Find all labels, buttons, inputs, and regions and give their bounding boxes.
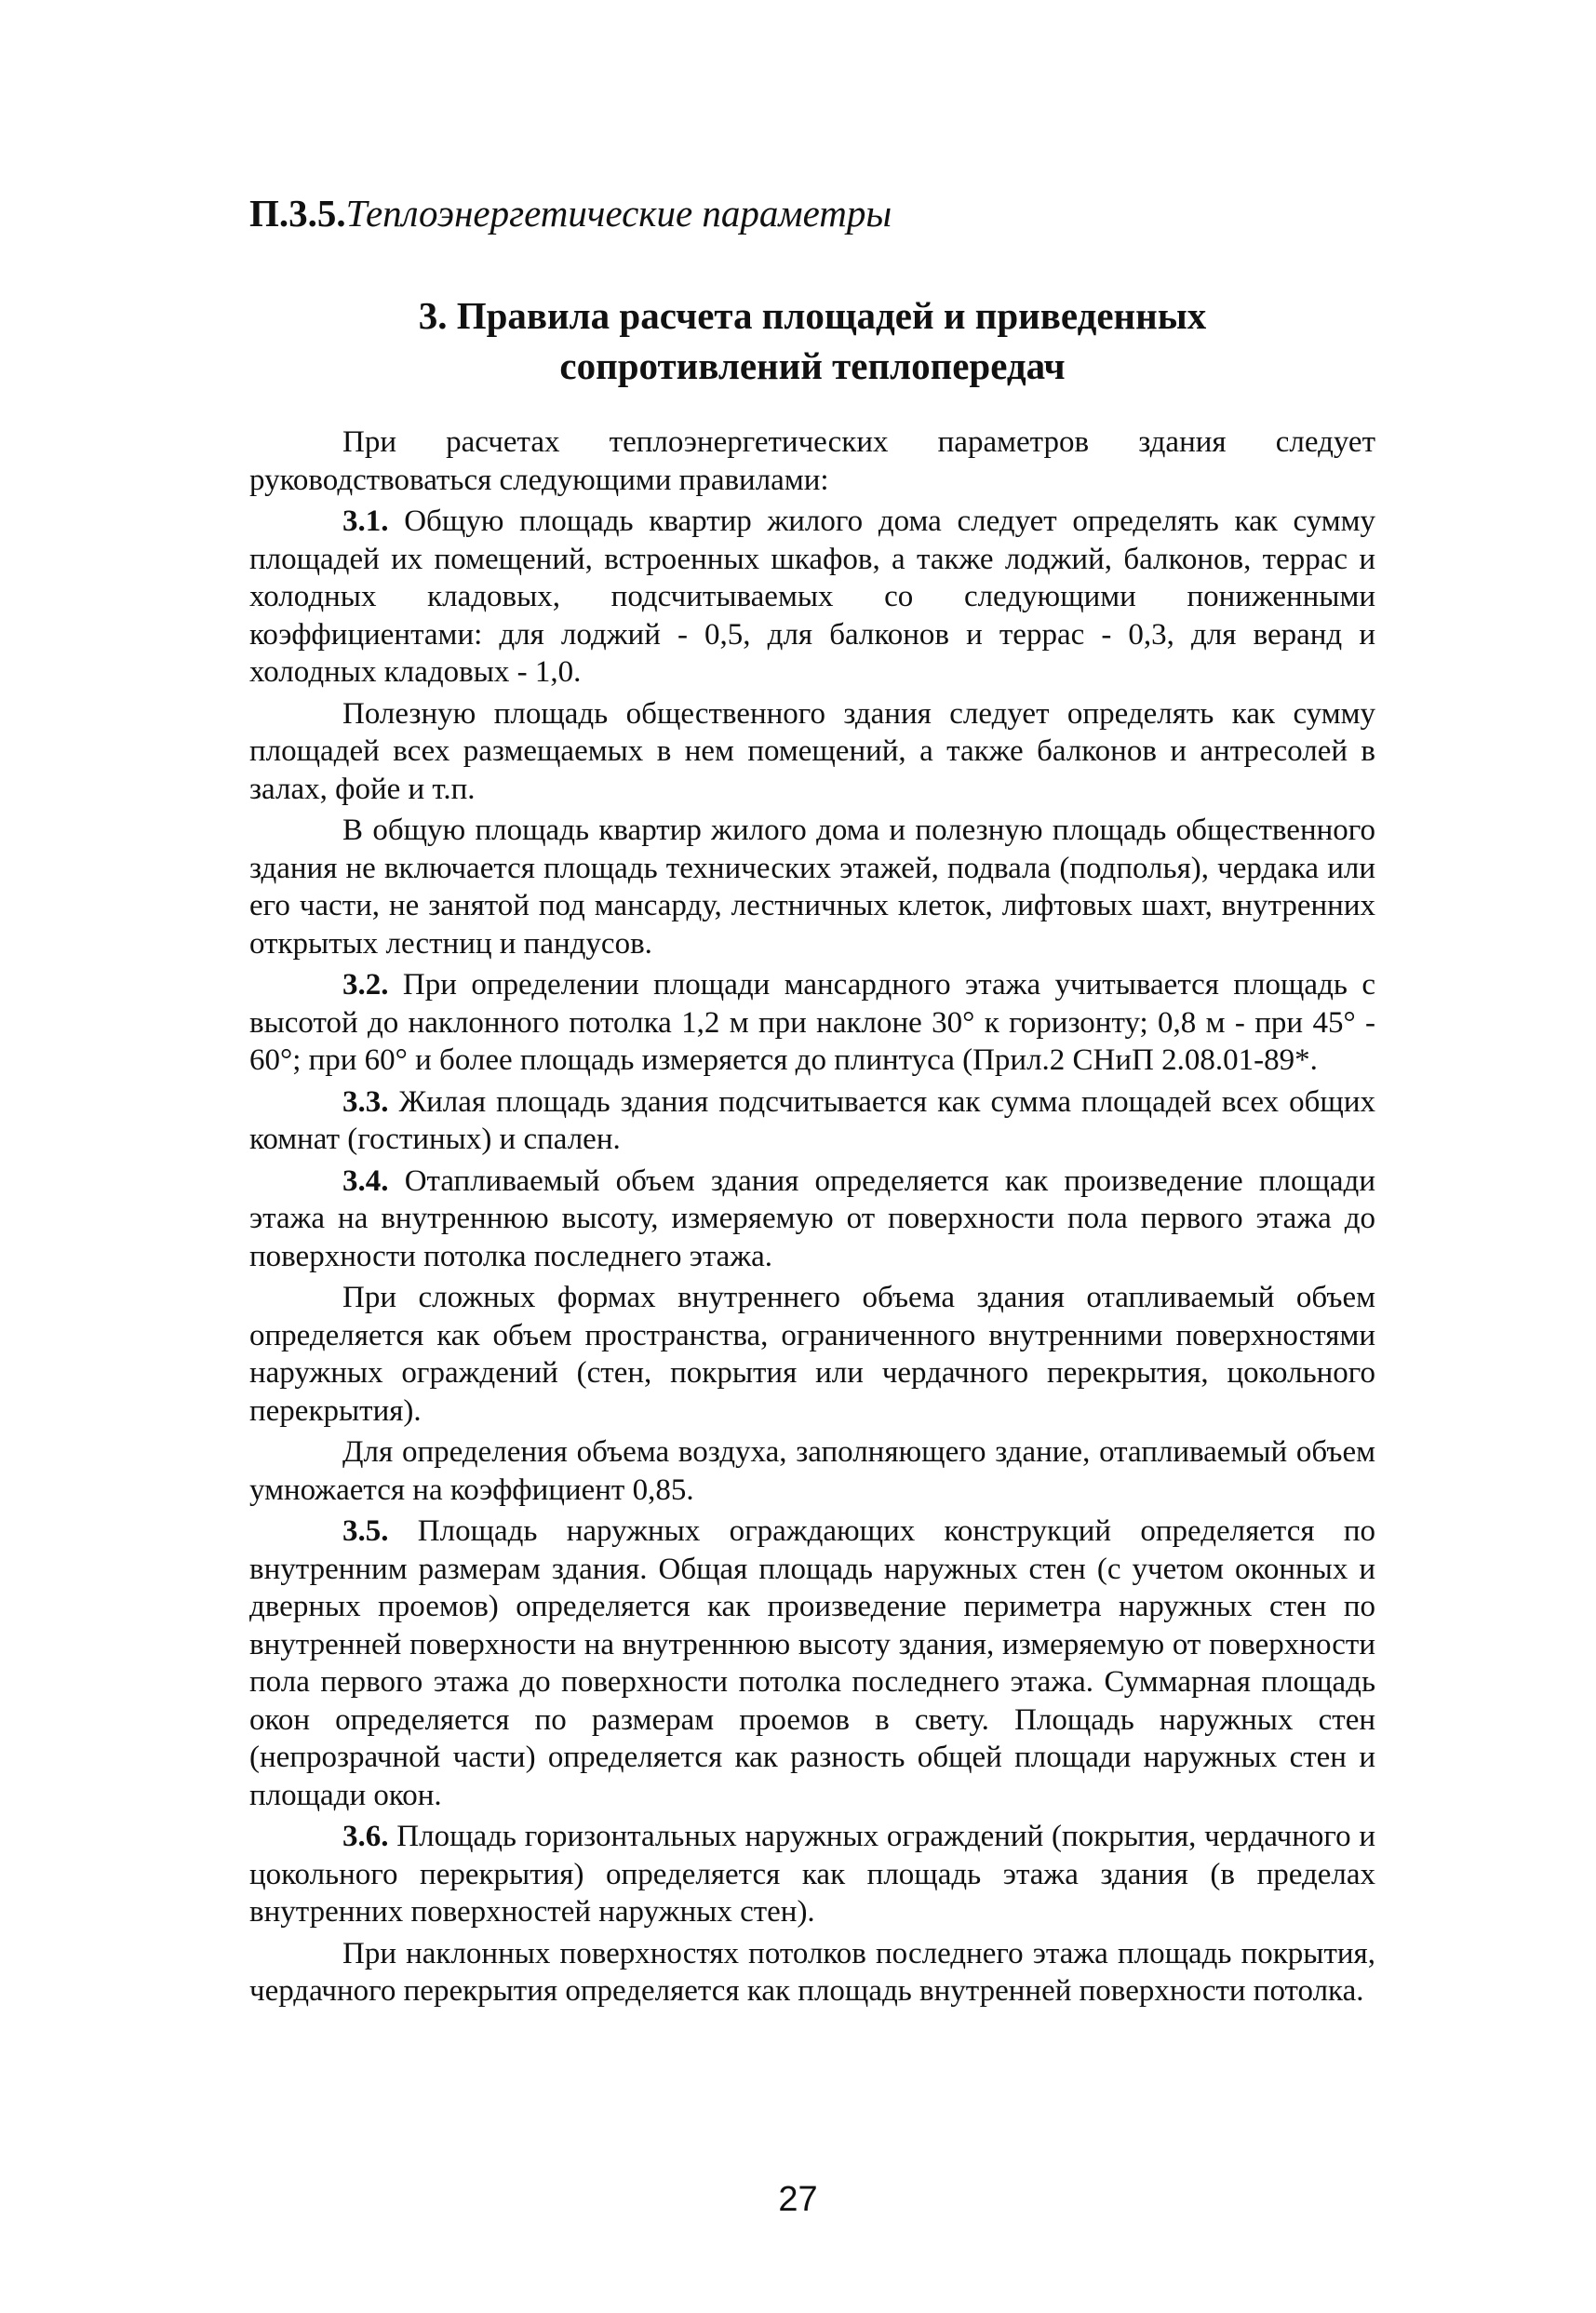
paragraph-number: 3.5. bbox=[342, 1514, 389, 1548]
paragraph: Для определения объема воздуха, заполняющего здание, отапливаемый объем умножается на коэффициент 0,85. bbox=[249, 1435, 1375, 1507]
paragraph-number: 3.4. bbox=[342, 1163, 389, 1198]
chapter-title bbox=[249, 290, 1375, 391]
paragraph-3-6: 3.6. Площадь горизонтальных наружных ограждений (покрытия, чердачного и цокольного перекрытия) определяется как площадь этажа здания (в пределах внутренних поверхностей наружных стен). bbox=[249, 1820, 1376, 1929]
body-text bbox=[249, 424, 1375, 2014]
paragraph-number: 3.3. bbox=[342, 1084, 389, 1119]
paragraph-number: 3.6. bbox=[342, 1820, 389, 1853]
page-number: 27 bbox=[778, 2180, 818, 2219]
paragraph-3-5: 3.5. Площадь наружных ограждающих конструкций определяется по внутренним размерам здания. Общая площадь наружных стен (с учетом оконных и дверных проемов) определяется как произведение периметра наружных стен по внутренней поверхности на внутреннюю высоту здания, измеряемую от поверхности пола первого этажа до поверхности потолка последнего этажа. Суммарная площадь окон определяется по размерам проемов в свету. Площадь наружных стен (непрозрачной части) определяется как разность общей площади наружных стен и площади окон. bbox=[249, 1514, 1376, 1812]
paragraph: При наклонных поверхностях потолков последнего этажа площадь покрытия, чердачного перекрытия определяется как площадь внутренней поверхности потолка. bbox=[249, 1936, 1375, 2008]
chapter-title-line-1: 3. Правила расчета площадей и приведенных bbox=[418, 294, 1207, 337]
paragraph-3-4: 3.4. Отапливаемый объем здания определяется как произведение площади этажа на внутреннюю высоту, измеряемую от поверхности пола первого этажа до поверхности потолка последнего этажа. bbox=[249, 1163, 1375, 1273]
paragraph: В общую площадь квартир жилого дома и полезную площадь общественного здания не включается площадь технических этажей, подвала (подполья), чердака или его части, не занятой под мансарду, лестничных клеток, лифтовых шахт, внутренних открытых лестниц и пандусов. bbox=[249, 814, 1375, 961]
paragraph-3-2: 3.2. При определении площади мансардного этажа учитывается площадь с высотой до наклонного потолка 1,2 м при наклоне 30° к горизонту; 0,8 м - при 45° - 60°; при 60° и более площадь измеряется до плинтуса (Прил.2 СНиП 2.08.01-89*. bbox=[249, 968, 1375, 1077]
paragraph-number: 3.1. bbox=[342, 504, 389, 538]
paragraph-number: 3.2. bbox=[342, 968, 389, 1002]
section-number: П.3.5. bbox=[249, 192, 346, 235]
section-title: Теплоэнергетические параметры bbox=[345, 192, 892, 235]
paragraph-intro: При расчетах теплоэнергетических параметров здания следует руководствоваться следующими правилами: bbox=[249, 425, 1375, 497]
paragraph-3-1: 3.1. Общую площадь квартир жилого дома следует определять как сумму площадей их помещений, встроенных шкафов, а также лоджий, балконов, террас и холодных кладовых, подсчитываемых со следующими пониженными коэффициентами: для лоджий - 0,5, для балконов и террас - 0,3, для веранд и холодных кладовых - 1,0. bbox=[249, 504, 1375, 689]
paragraph: Полезную площадь общественного здания следует определять как сумму площадей всех размещаемых в нем помещений, а также балконов и антресолей в залах, фойе и т.п. bbox=[249, 696, 1375, 806]
section-heading bbox=[249, 191, 892, 236]
chapter-title-line-2: сопротивлений теплопередач bbox=[559, 344, 1066, 387]
paragraph: При сложных формах внутреннего объема здания отапливаемый объем определяется как объем пространства, ограниченного внутренними поверхностями наружных ограждений (стен, покрытия или чердачного перекрытия, цокольного перекрытия). bbox=[249, 1281, 1375, 1428]
paragraph-3-3: 3.3. Жилая площадь здания подсчитывается как сумма площадей всех общих комнат (гостиных) и спален. bbox=[249, 1084, 1375, 1156]
